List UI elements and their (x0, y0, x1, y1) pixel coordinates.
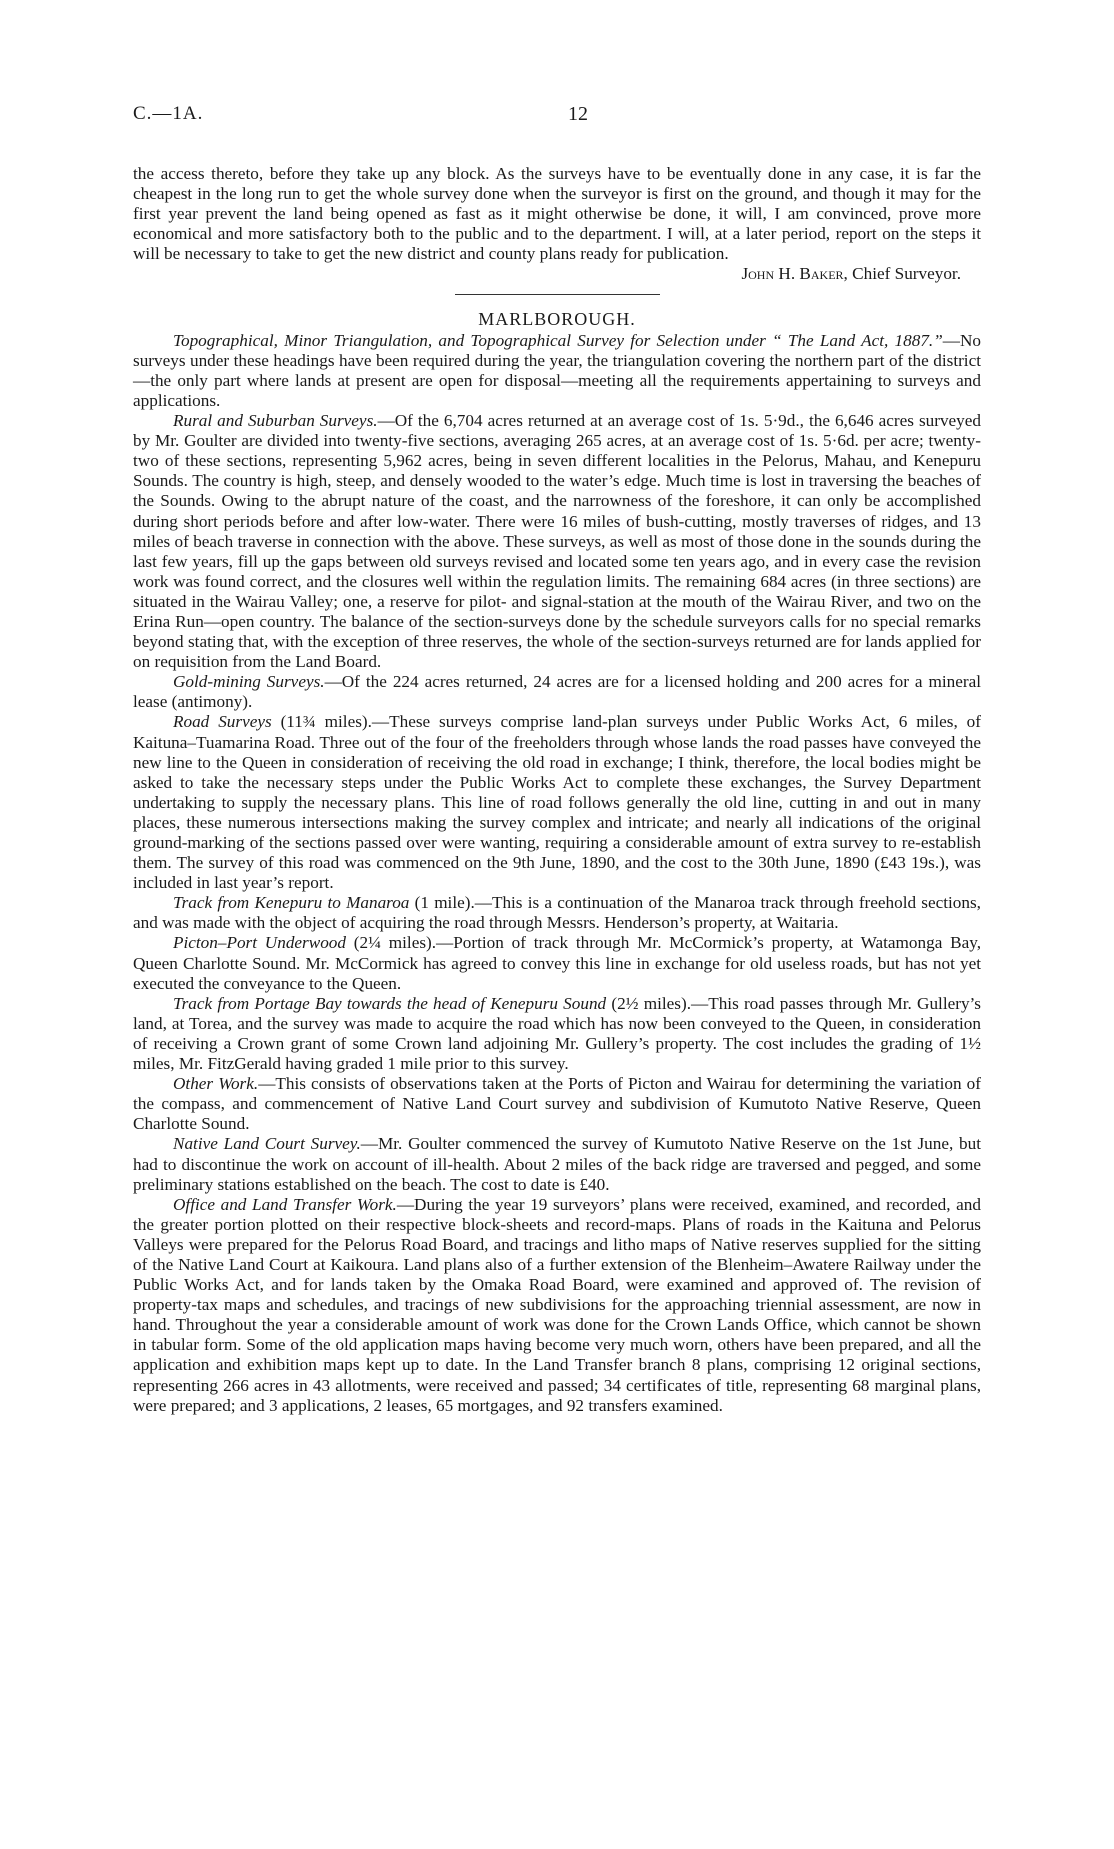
paragraph-heading: Rural and Suburban Surveys. (173, 411, 378, 431)
paragraph-picton-port-underwood (133, 933, 981, 993)
paragraph-text: —Of the 6,704 acres returned at an average cost of 1s. 5·9d., the 6,646 acres surveyed by Mr. Goulter are divided into twenty-five sections, averaging 265 acres, at an average cost of 1s. 5·6d. per acre; twenty-two of these sections, representing 5,962 acres, being in seven different localities in the Pelorus, Mahau, and Kenepuru Sounds. The country is high, steep, and densely wooded to the water’s edge. Much time is lost in traversing the beaches of the Sounds. Owing to the abrupt nature of the coast, and the narrowness of the foreshore, it can only be accomplished during short periods before and after low-water. There were 16 miles of bush-cutting, mostly traverses of ridges, and 13 miles of beach traverse in connection with the above. These surveys, as well as most of those done in the sounds during the last few years, fill up the gaps between old surveys revised and located some ten years ago, and in every case the revision work was found correct, and the closures well within the regulation limits. The remaining 684 acres (in three sections) are situated in the Wairau Valley; one, a reserve for pilot- and signal-station at the mouth of the Wairau River, and two on the Erina Run—open country. The balance of the section-surveys done by the schedule surveyors calls for no special remarks beyond stating that, with the exception of three reserves, the whole of the section-surveys returned are for lands applied for on requisition from the Land Board. (133, 411, 981, 672)
paragraph-heading: Topographical, Minor Triangulation, and Topographical Survey for Selection under “ The Land Act, 1887.” (173, 330, 943, 350)
paragraph-gold-mining (133, 672, 981, 712)
paragraph-rural-surveys (133, 411, 981, 672)
paragraph-heading: Office and Land Transfer Work. (173, 1194, 397, 1214)
paragraph-heading: Road Surveys (173, 712, 272, 732)
signature (133, 264, 981, 284)
paragraph-heading: Track from Kenepuru to Manaroa (173, 893, 410, 913)
paragraph-text: —Mr. Goulter commenced the survey of Kumutoto Native Reserve on the 1st June, but had to discontinue the work on account of ill-health. About 2 miles of the back ridge are traversed and pegged, and some preliminary stations established on the beach. The cost to date is £40. (133, 1134, 981, 1194)
paragraph-road-surveys (133, 712, 981, 893)
intro-paragraph: the access thereto, before they take up any block. As the surveys have to be eventually done in any case, it is far the cheapest in the long run to get the whole survey done when the surveyor is first on the ground, and though it may for the first year prevent the land being opened as fast as it might otherwise be done, it will, I am convinced, prove more economical and more satisfactory both to the public and to the department. I will, at a later period, report on the steps it will be necessary to take to get the new district and county plans ready for publication. (133, 164, 981, 264)
paragraph-topographical (133, 331, 981, 411)
signature-name: John H. Baker, (741, 264, 848, 284)
section-title: MARLBOROUGH. (478, 308, 636, 329)
document-reference: C.—1A. (133, 103, 204, 124)
page-header (133, 104, 981, 128)
paragraph-text: (11¾ miles).—These surveys comprise land-plan surveys under Public Works Act, 6 miles, of Kaituna–Tuamarina Road. Three out of the four of the freeholders through whose lands the road passes have conveyed the new line to the Queen in consideration of receiving the old road in exchange; I think, therefore, the local bodies might be asked to take the necessary steps under the Public Works Act to complete these exchanges, the Survey Department undertaking to supply the necessary plans. This line of road follows generally the old line, cutting in and out in many places, these numerous intersections making the survey complex and intricate; and nearly all indications of the original ground-marking of the sections passed over were wanting, requiring a considerable amount of extra survey to re-establish them. The survey of this road was commenced on the 9th June, 1890, and the cost to the 30th June, 1890 (£43 19s.), was included in last year’s report. (133, 712, 981, 893)
paragraph-text: —No surveys under these headings have been required during the year, the triangulation covering the northern part of the district—the only part where lands at present are open for disposal—meeting all the requirements appertaining to surveys and applications. (133, 330, 981, 410)
paragraph-text: —Of the 224 acres returned, 24 acres are for a licensed holding and 200 acres for a mineral lease (antimony). (133, 672, 981, 712)
paragraph-other-work (133, 1074, 981, 1134)
paragraph-kenepuru-track (133, 893, 981, 933)
paragraph-heading: Picton–Port Underwood (173, 933, 346, 953)
paragraph-text: (2½ miles).—This road passes through Mr. Gullery’s land, at Torea, and the survey was made to acquire the road which has now been conveyed to the Queen, in consideration of receiving a Crown grant of some Crown land adjoining Mr. Gullery’s property. The cost includes the grading of 1½ miles, Mr. FitzGerald having graded 1 mile prior to this survey. (133, 993, 981, 1074)
paragraph-heading: Other Work. (173, 1074, 259, 1094)
paragraph-text: —This consists of observations taken at the Ports of Picton and Wairau for determining the variation of the compass, and commencement of Native Land Court survey and subdivision of Kumutoto Native Reserve, Queen Charlotte Sound. (133, 1074, 982, 1134)
paragraph-heading: Native Land Court Survey. (173, 1134, 361, 1154)
paragraph-native-land-court (133, 1134, 981, 1194)
signature-title: Chief Surveyor. (852, 264, 961, 284)
paragraph-text: (1 mile).—This is a continuation of the Manaroa track through freehold sections, and was made with the object of acquiring the road through Messrs. Henderson’s property, at Waitaria. (133, 893, 981, 933)
paragraph-heading: Track from Portage Bay towards the head of Kenepuru Sound (173, 993, 607, 1013)
paragraph-portage-bay-track (133, 994, 981, 1074)
document-body (133, 164, 981, 1416)
page-number: 12 (568, 103, 588, 125)
paragraph-text: (2¼ miles).—Portion of track through Mr. McCormick’s property, at Watamonga Bay, Queen Charlotte Sound. Mr. McCormick has agreed to convey this line in exchange for old useless roads, but has not yet executed the conveyance to the Queen. (133, 933, 981, 993)
paragraph-text: —During the year 19 surveyors’ plans were received, examined, and recorded, and the greater portion plotted on their respective block-sheets and record-maps. Plans of roads in the Kaituna and Pelorus Valleys were prepared for the Pelorus Road Board, and tracings and litho maps of Native reserves supplied for the sitting of the Native Land Court at Kaikoura. Land plans also of a further extension of the Blenheim–Awatere Railway under the Public Works Act, and for lands taken by the Omaka Road Board, were examined and approved of. The revision of property-tax maps and schedules, and tracings of new subdivisions for the approaching triennial assessment, are now in hand. Throughout the year a considerable amount of work was done for the Crown Lands Office, which cannot be shown in tabular form. Some of the old application maps having become very much worn, others have been prepared, and all the application and exhibition maps kept up to date. In the Land Transfer branch 8 plans, comprising 12 original sections, representing 266 acres in 43 allotments, were received and passed; 34 certificates of title, representing 68 marginal plans, were prepared; and 3 applications, 2 leases, 65 mortgages, and 92 transfers examined. (133, 1194, 981, 1415)
section-divider (455, 294, 660, 295)
paragraph-office-work (133, 1195, 981, 1416)
paragraph-heading: Gold-mining Surveys. (173, 672, 325, 692)
